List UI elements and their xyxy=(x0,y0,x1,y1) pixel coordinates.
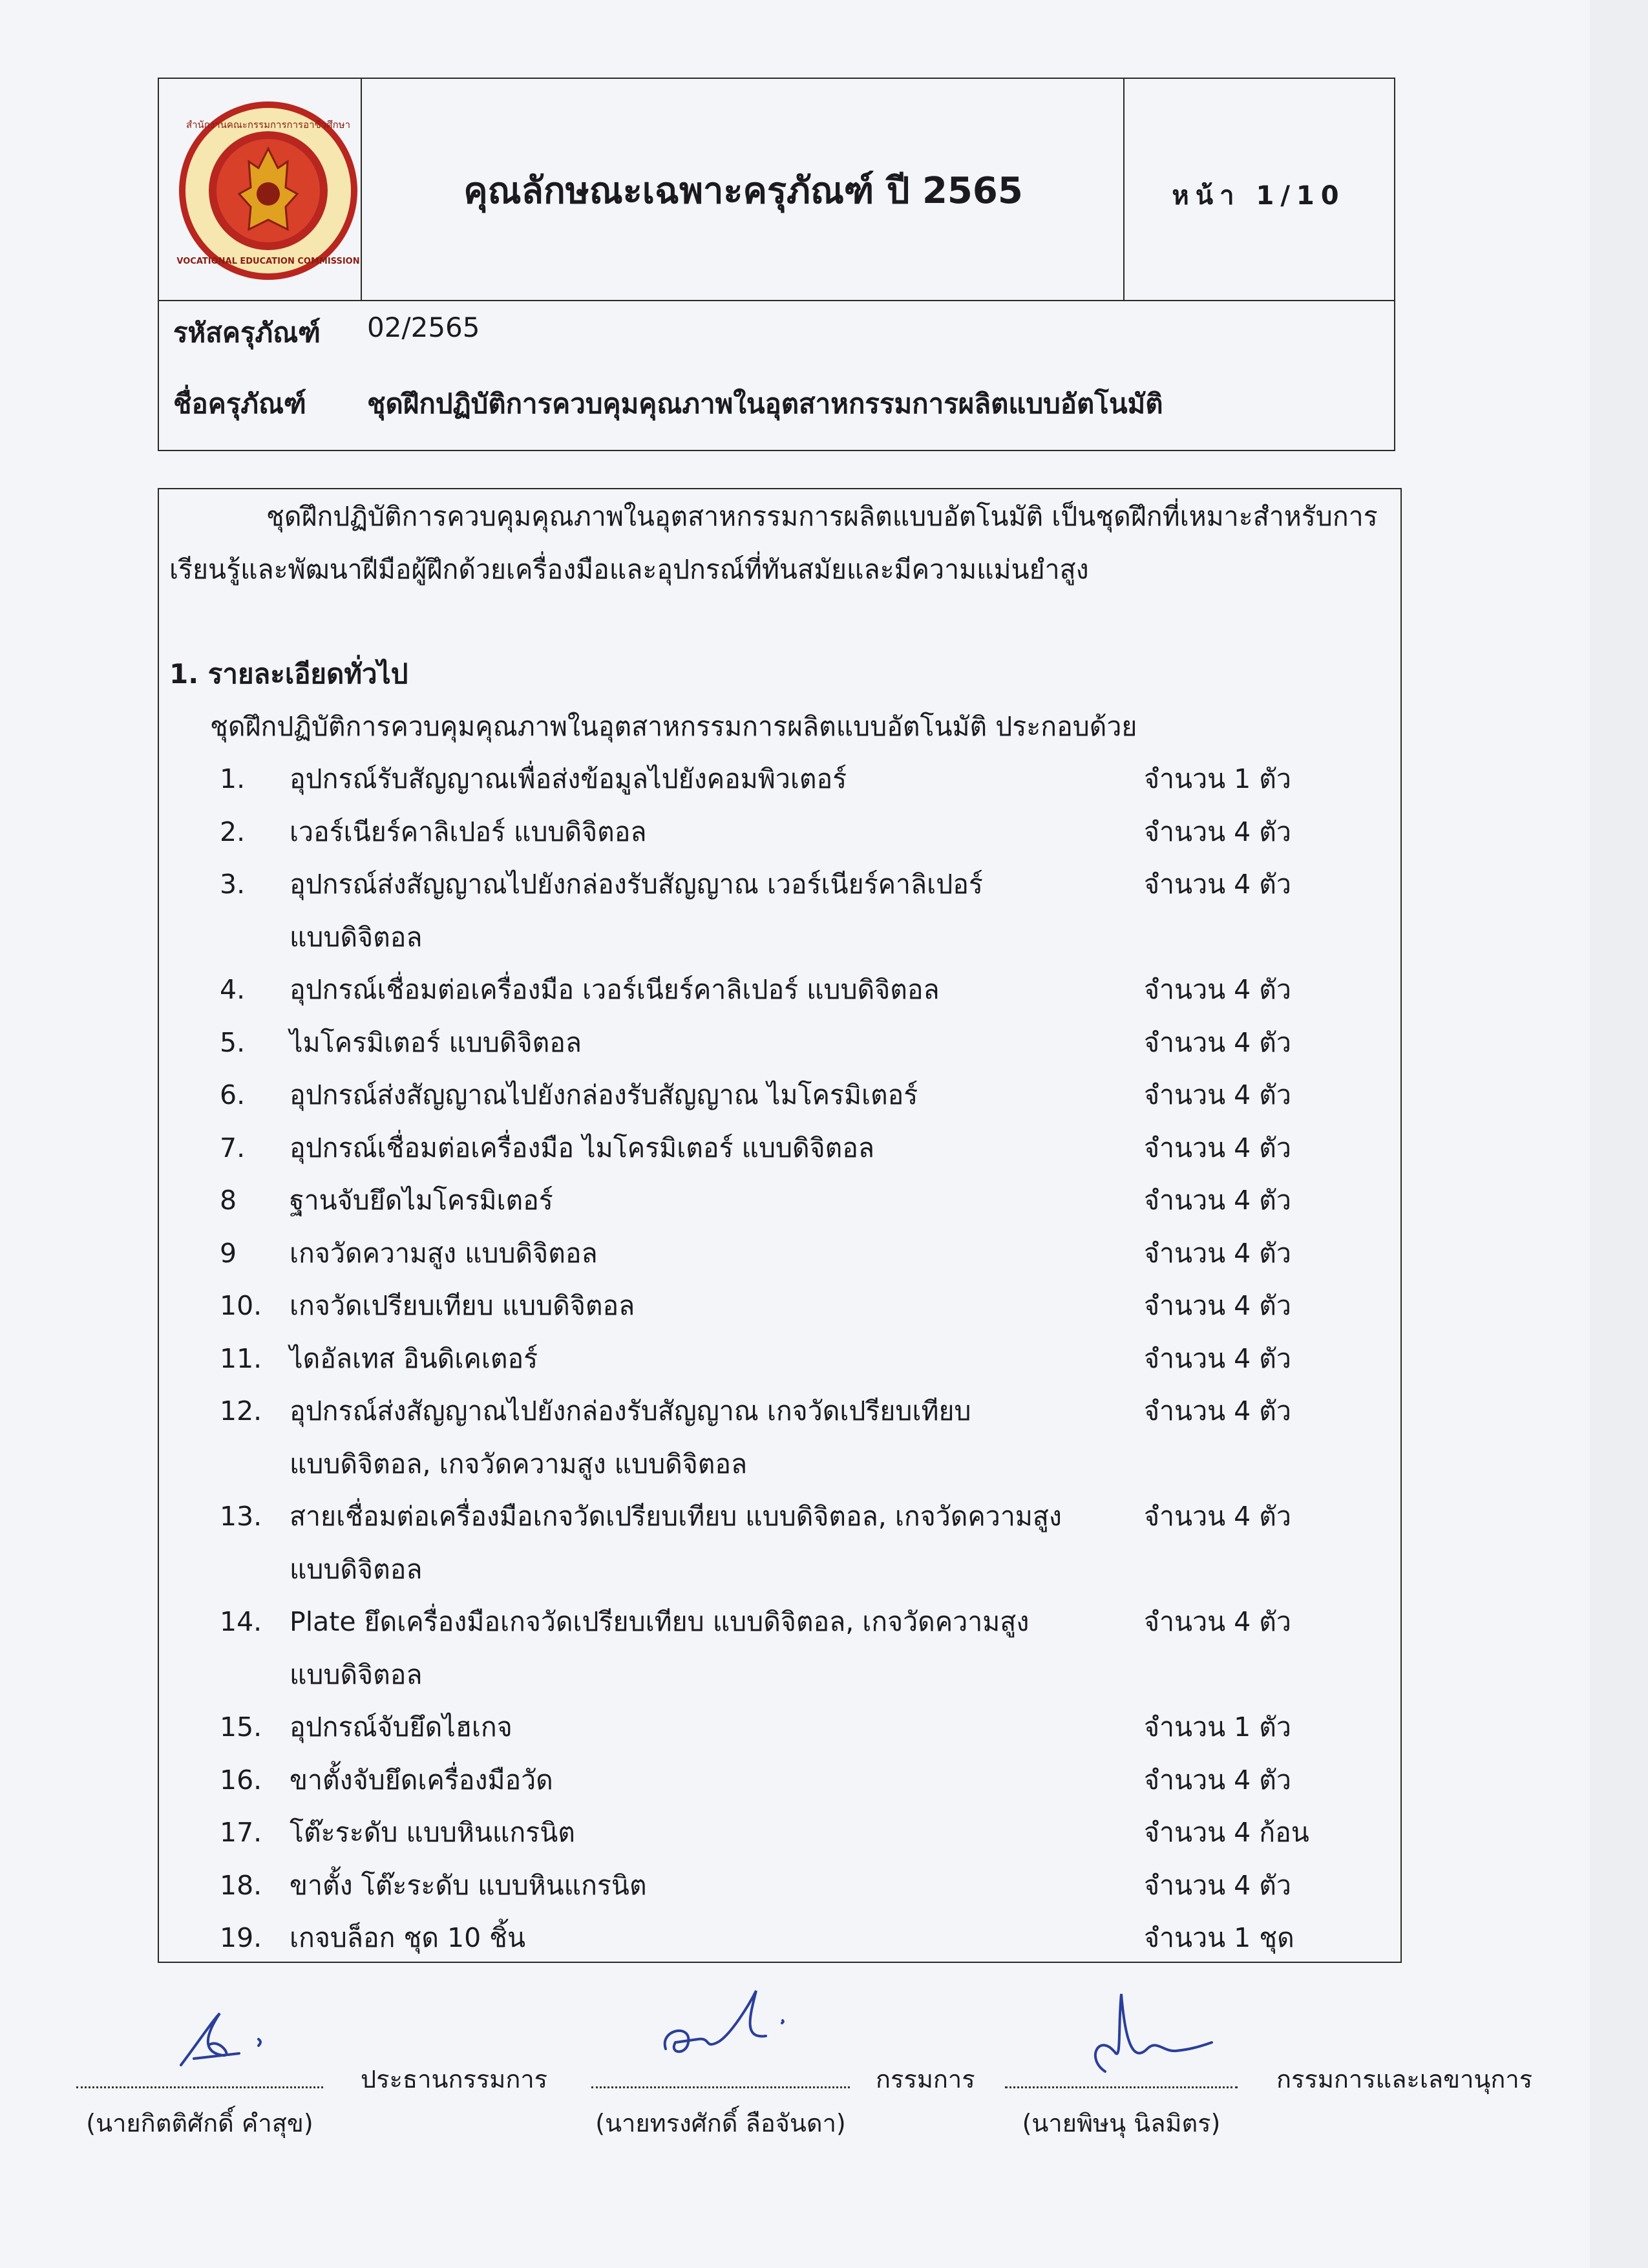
item-quantity: จำนวน 4 ตัว xyxy=(1144,1026,1291,1058)
secretary-signature-line xyxy=(1005,2086,1238,2088)
item-text: ไดอัลเทส อินดิเคเตอร์ xyxy=(290,1342,538,1374)
item-number: 4. xyxy=(220,974,246,1005)
item-quantity: จำนวน 4 ตัว xyxy=(1144,1079,1291,1110)
item-number: 15. xyxy=(220,1712,262,1743)
scan-edge xyxy=(1590,0,1648,2268)
item-quantity: จำนวน 4 ตัว xyxy=(1144,869,1291,900)
item-quantity: จำนวน 4 ตัว xyxy=(1144,1606,1291,1637)
item-text: อุปกรณ์เชื่อมต่อเครื่องมือ เวอร์เนียร์คาลิเปอร์ แบบดิจิตอล xyxy=(290,974,940,1005)
item-text: Plate ยึดเครื่องมือเกจวัดเปรียบเทียบ แบบดิจิตอล, เกจวัดความสูง xyxy=(290,1606,1030,1637)
name-value: ชุดฝึกปฏิบัติการควบคุมคุณภาพในอุตสาหกรรมการผลิตแบบอัตโนมัติ xyxy=(367,388,1163,419)
item-number: 11. xyxy=(220,1342,262,1374)
item-text-continued: แบบดิจิตอล xyxy=(290,1659,423,1690)
item-number: 17. xyxy=(220,1817,262,1848)
item-text: เกจบล็อก ชุด 10 ชิ้น xyxy=(290,1922,526,1953)
item-quantity: จำนวน 4 ตัว xyxy=(1144,816,1291,847)
section-intro: ชุดฝึกปฏิบัติการควบคุมคุณภาพในอุตสาหกรรมการผลิตแบบอัตโนมัติ ประกอบด้วย xyxy=(210,711,1137,742)
item-text: โต๊ะระดับ แบบหินแกรนิต xyxy=(290,1817,575,1848)
member-signature-line xyxy=(591,2086,850,2088)
secretary-role: กรรมการและเลขานุการ xyxy=(1276,2065,1533,2093)
item-number: 6. xyxy=(220,1079,246,1110)
item-text: อุปกรณ์จับยึดไฮเกจ xyxy=(290,1712,512,1743)
item-text: เวอร์เนียร์คาลิเปอร์ แบบดิจิตอล xyxy=(290,816,647,847)
intro-paragraph xyxy=(169,490,1397,596)
item-quantity: จำนวน 4 ก้อน xyxy=(1144,1817,1309,1848)
item-number: 3. xyxy=(220,869,246,900)
item-text-continued: แบบดิจิตอล, เกจวัดความสูง แบบดิจิตอล xyxy=(290,1448,748,1479)
chair-role: ประธานกรรมการ xyxy=(361,2065,548,2093)
item-number: 13. xyxy=(220,1501,262,1532)
document-title: คุณลักษณะเฉพาะครุภัณฑ์ ปี 2565 xyxy=(463,170,1023,212)
item-text: อุปกรณ์ส่งสัญญาณไปยังกล่องรับสัญญาณ เกจวัดเปรียบเทียบ xyxy=(290,1395,971,1426)
item-quantity: จำนวน 4 ตัว xyxy=(1144,1869,1291,1901)
item-number: 12. xyxy=(220,1395,262,1426)
chair-name: (นายกิตติศักดิ์ คำสุข) xyxy=(86,2109,313,2137)
item-quantity: จำนวน 4 ตัว xyxy=(1144,1395,1291,1426)
section-title: 1. รายละเอียดทั่วไป xyxy=(169,658,408,690)
item-number: 2. xyxy=(220,816,246,847)
paragraph-line-1: ชุดฝึกปฏิบัติการควบคุมคุณภาพในอุตสาหกรรมการผลิตแบบอัตโนมัติ เป็นชุดฝึกที่เหมาะสำหรับการ xyxy=(266,501,1378,532)
item-number: 14. xyxy=(220,1606,262,1637)
item-quantity: จำนวน 4 ตัว xyxy=(1144,1290,1291,1321)
chair-signature-line xyxy=(76,2086,323,2088)
member-name: (นายทรงศักดิ์ ลือจันดา) xyxy=(595,2109,846,2137)
item-number: 8 xyxy=(220,1185,237,1216)
svg-text:VOCATIONAL EDUCATION COMMISSIO: VOCATIONAL EDUCATION COMMISSION xyxy=(176,257,360,266)
item-number: 7. xyxy=(220,1132,246,1163)
code-label: รหัสครุภัณฑ์ xyxy=(173,317,321,348)
item-number: 10. xyxy=(220,1290,262,1321)
item-quantity: จำนวน 1 ชุด xyxy=(1144,1922,1294,1953)
item-quantity: จำนวน 1 ตัว xyxy=(1144,763,1291,794)
item-text-continued: แบบดิจิตอล xyxy=(290,921,423,953)
page-number: หน้า 1/10 xyxy=(1172,181,1346,211)
item-quantity: จำนวน 4 ตัว xyxy=(1144,1185,1291,1216)
svg-text:สำนักงานคณะกรรมการการอาชีวศึกษ: สำนักงานคณะกรรมการการอาชีวศึกษา xyxy=(185,119,351,131)
item-quantity: จำนวน 4 ตัว xyxy=(1144,1237,1291,1269)
info-box xyxy=(158,300,1395,451)
secretary-name: (นายพิษนุ นิลมิตร) xyxy=(1022,2109,1221,2137)
item-number: 19. xyxy=(220,1922,262,1953)
item-quantity: จำนวน 4 ตัว xyxy=(1144,974,1291,1005)
member-role: กรรมการ xyxy=(876,2065,975,2093)
item-quantity: จำนวน 4 ตัว xyxy=(1144,1342,1291,1374)
item-text: ขาตั้งจับยึดเครื่องมือวัด xyxy=(290,1764,553,1796)
item-number: 1. xyxy=(220,763,246,794)
item-number: 5. xyxy=(220,1026,246,1058)
item-text: เกจวัดความสูง แบบดิจิตอล xyxy=(290,1237,598,1269)
secretary-signature xyxy=(1060,1987,1228,2084)
item-quantity: จำนวน 4 ตัว xyxy=(1144,1764,1291,1796)
item-text: อุปกรณ์ส่งสัญญาณไปยังกล่องรับสัญญาณ ไมโครมิเตอร์ xyxy=(290,1079,918,1110)
item-text: เกจวัดเปรียบเทียบ แบบดิจิตอล xyxy=(290,1290,635,1321)
item-text: อุปกรณ์เชื่อมต่อเครื่องมือ ไมโครมิเตอร์ แบบดิจิตอล xyxy=(290,1132,875,1163)
name-label: ชื่อครุภัณฑ์ xyxy=(173,388,306,419)
paragraph-line-2: เรียนรู้และพัฒนาฝีมือผู้ฝึกด้วยเครื่องมือและอุปกรณ์ที่ทันสมัยและมีความแม่นยำสูง xyxy=(169,554,1089,585)
chair-signature xyxy=(162,1994,271,2078)
item-text: ขาตั้ง โต๊ะระดับ แบบหินแกรนิต xyxy=(290,1869,647,1901)
item-text: อุปกรณ์รับสัญญาณเพื่อส่งข้อมูลไปยังคอมพิวเตอร์ xyxy=(290,763,847,794)
item-text: ฐานจับยึดไมโครมิเตอร์ xyxy=(290,1185,553,1216)
code-value: 02/2565 xyxy=(367,312,480,343)
item-number: 16. xyxy=(220,1764,262,1796)
item-quantity: จำนวน 1 ตัว xyxy=(1144,1712,1291,1743)
item-quantity: จำนวน 4 ตัว xyxy=(1144,1132,1291,1163)
item-text-continued: แบบดิจิตอล xyxy=(290,1553,423,1585)
vocational-education-commission-logo xyxy=(174,97,362,284)
item-quantity: จำนวน 4 ตัว xyxy=(1144,1501,1291,1532)
item-text: สายเชื่อมต่อเครื่องมือเกจวัดเปรียบเทียบ แบบดิจิตอล, เกจวัดความสูง xyxy=(290,1501,1062,1532)
member-signature xyxy=(653,1978,821,2075)
item-text: อุปกรณ์ส่งสัญญาณไปยังกล่องรับสัญญาณ เวอร์เนียร์คาลิเปอร์ xyxy=(290,869,983,900)
item-number: 9 xyxy=(220,1237,237,1269)
item-number: 18. xyxy=(220,1869,262,1901)
item-text: ไมโครมิเตอร์ แบบดิจิตอล xyxy=(290,1026,582,1058)
